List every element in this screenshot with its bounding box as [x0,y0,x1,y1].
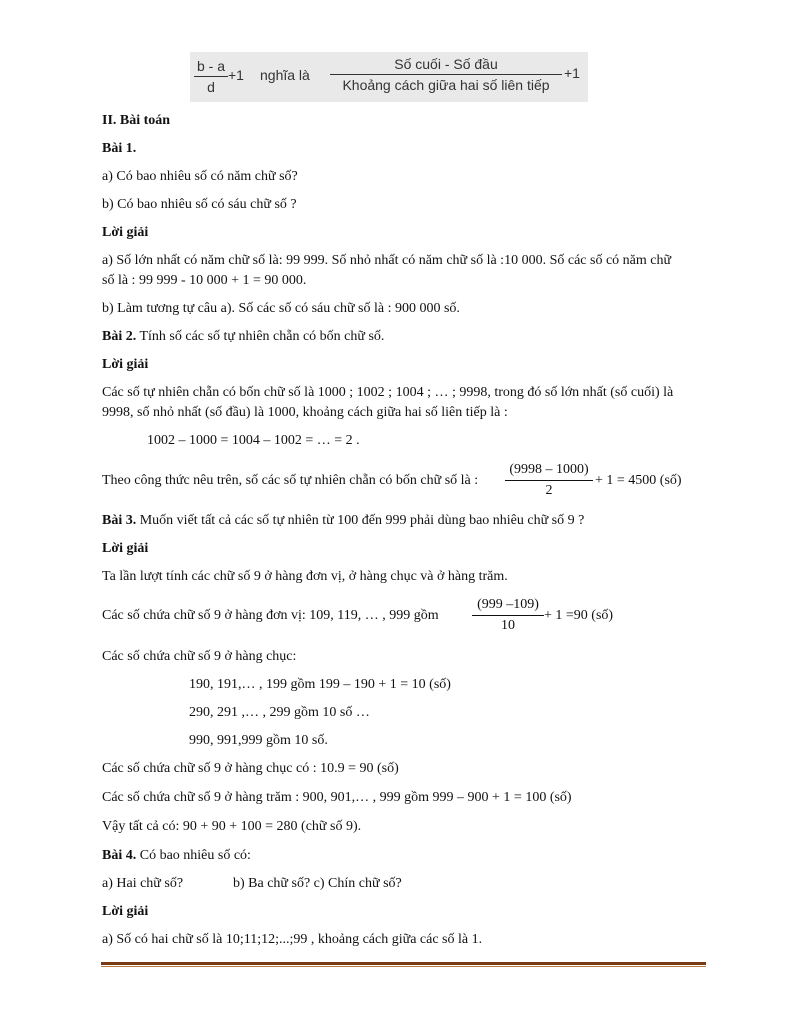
sol2-fraction-numerator: (9998 – 1000) [509,462,589,477]
loi-giai-2: Lời giải [102,357,149,372]
loi-giai-3: Lời giải [102,541,149,556]
bai2-text: Tính số các số tự nhiên chẵn có bốn chữ số. [136,329,385,344]
banner-plus-right: +1 [564,65,580,81]
sol3-tens-line1: 190, 191,… , 199 gồm 199 – 190 + 1 = 10 (số) [189,677,451,692]
loi-giai-4: Lời giải [102,904,149,919]
sol2-line2: 9998, số nhỏ nhất (số đầu) là 1000, khoảng cách giữa hai số liên tiếp là : [102,405,508,420]
banner-fraction-right [330,56,562,93]
sol3-tens-title: Các số chứa chữ số 9 ở hàng chục: [102,649,297,664]
sol2-formula-text: Theo công thức nêu trên, số các số tự nhiên chẵn có bốn chữ số là : [102,473,479,488]
sol3-units-fraction [472,597,544,634]
bai3-heading [102,512,584,530]
bai2-label: Bài 2. [102,329,137,344]
banner-right-numerator: Số cuối - Số đầu [394,56,498,72]
sol2-equation: 1002 – 1000 = 1004 – 1002 = … = 2 . [147,433,360,448]
sol3-units-text: Các số chứa chữ số 9 ở hàng đơn vị: 109, 119, … , 999 gồm [102,608,439,623]
bai3-label: Bài 3. [102,513,137,528]
bai1-question-b: b) Có bao nhiêu số có sáu chữ số ? [102,197,297,212]
sol3-tens-total: Các số chứa chữ số 9 ở hàng chục có : 10.9 = 90 (số) [102,761,399,776]
sol1-b: b) Làm tương tự câu a). Số các số có sáu chữ số là : 900 000 số. [102,301,460,316]
banner-fraction-left [194,58,228,95]
sol3-total: Vậy tất cả có: 90 + 90 + 100 = 280 (chữ số 9). [102,819,362,834]
loi-giai-1: Lời giải [102,225,149,240]
formula-banner [190,52,588,102]
bai4-text: Có bao nhiêu số có: [136,848,251,863]
sol3-tens-line2: 290, 291 ,… , 299 gồm 10 số … [189,705,370,720]
bai4-question-a: a) Hai chữ số? [102,876,184,891]
bai4-heading [102,847,251,865]
section-heading: II. Bài toán [102,113,171,128]
sol3-intro: Ta lần lượt tính các chữ số 9 ở hàng đơn vị, ở hàng chục và ở hàng trăm. [102,569,508,584]
sol2-fraction-denominator: 2 [545,483,553,498]
sol1-line1: a) Số lớn nhất có năm chữ số là: 99 999. Số nhỏ nhất có năm chữ số là :10 000. Số các số có năm chữ [102,253,672,268]
sol3-hundreds: Các số chứa chữ số 9 ở hàng trăm : 900, 901,… , 999 gồm 999 – 900 + 1 = 100 (số) [102,790,572,805]
banner-left-denominator: d [207,79,215,95]
sol4-a: a) Số có hai chữ số là 10;11;12;...;99 , khoảng cách giữa các số là 1. [102,932,483,947]
footer-divider-thin [101,966,706,967]
bai3-text: Muốn viết tất cả các số tự nhiên từ 100 đến 999 phải dùng bao nhiêu chữ số 9 ? [136,513,585,528]
sol2-fraction [505,462,593,499]
sol2-line1: Các số tự nhiên chẵn có bốn chữ số là 1000 ; 1002 ; 1004 ; … ; 9998, trong đó số lớn nhất (số cuối) là [102,385,674,400]
sol3-units-numerator: (999 –109) [477,597,539,612]
bai2-heading [102,328,384,346]
sol1-line2: số là : 99 999 - 10 000 + 1 = 90 000. [102,273,307,288]
banner-means: nghĩa là [260,67,310,83]
sol3-tens-line3: 990, 991,999 gồm 10 số. [189,733,328,748]
sol3-units-tail: + 1 =90 (số) [544,608,614,623]
banner-left-numerator: b - a [196,58,225,74]
bai1-title: Bài 1. [102,141,137,156]
bai1-question-a: a) Có bao nhiêu số có năm chữ số? [102,169,298,184]
bai4-label: Bài 4. [102,848,137,863]
banner-right-denominator: Khoảng cách giữa hai số liên tiếp [342,77,550,93]
footer-divider [101,962,706,965]
banner-plus-left: +1 [228,67,244,83]
bai4-question-bc: b) Ba chữ số? c) Chín chữ số? [233,876,402,891]
sol2-fraction-tail: + 1 = 4500 (số) [595,473,682,488]
sol3-units-denominator: 10 [501,618,515,633]
